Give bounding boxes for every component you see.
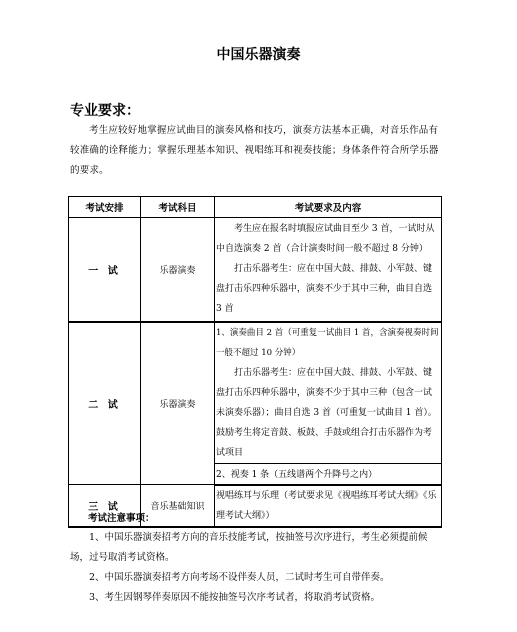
header-arrangement: 考试安排 xyxy=(69,197,141,218)
page-title: 中国乐器演奏 xyxy=(216,47,301,63)
round2-subject: 乐器演奏 xyxy=(141,322,215,485)
note-item: 1、中国乐器演奏招考方向的音乐技能考试，按抽签号次序进行，考生必须提前候场，过号取消考试资格。 xyxy=(70,532,428,563)
round2-arrangement: 二 试 xyxy=(69,322,141,485)
round1-subject: 乐器演奏 xyxy=(141,218,215,322)
round1-req-paragraph-2: 打击乐器考生：应在中国大鼓、排鼓、小军鼓、键盘打击乐四种乐器中，演奏不少于其中三种，曲目自选 3 首 xyxy=(216,264,433,315)
table-row-round2 xyxy=(69,322,442,464)
round3-req-text: 视唱练耳与乐理（考试要求见《视唱练耳考试大纲》《乐理考试大纲》） xyxy=(216,490,437,521)
round2-req-paragraph-1: 1、演奏曲目 2 首（可重复一试曲目 1 首，含演奏视奏时间一般不超过 10 分钟） xyxy=(216,327,439,358)
note-item: 3、考生因钢琴伴奏原因不能按抽签号次序考试者，将取消考试资格。 xyxy=(89,592,381,603)
header-requirements: 考试要求及内容 xyxy=(215,197,442,218)
round2-requirements xyxy=(215,322,442,464)
table-header-row xyxy=(69,197,442,218)
round1-arrangement: 一 试 xyxy=(69,218,141,322)
notes-list xyxy=(70,528,442,608)
round2-sight-reading: 2、视奏 1 条（五线谱两个升降号之内） xyxy=(215,463,442,485)
round3-subject: 音乐基础知识 xyxy=(141,485,215,527)
intro-paragraph: 考生应较好地掌握应试曲目的演奏风格和技巧，演奏方法基本正确，对音乐作品有较准确的诠释能力；掌握乐理基本知识、视唱练耳和视奏技能；身体条件符合所学乐器的要求。 xyxy=(70,125,439,176)
round2-req-paragraph-2: 打击乐器考生：应在中国大鼓、排鼓、小军鼓、键盘打击乐四种乐器中，演奏不少于其中三种（包含一试未演奏乐器）；曲目自选 3 首（可重复一试曲目 1 首）。 xyxy=(216,367,437,418)
notes-heading: 考试注意事项： xyxy=(88,513,155,524)
note-item: 2、中国乐器演奏招考方向考场不设伴奏人员，二试时考生可自带伴奏。 xyxy=(89,572,390,583)
round3-arrangement: 三 试 xyxy=(69,485,141,527)
exam-table xyxy=(68,196,442,528)
round1-req-paragraph-1: 考生应在报名时填报应试曲目至少 3 首，一试时从中自选演奏 2 首（合计演奏时间一般不超过 8 分钟） xyxy=(216,224,435,255)
round1-requirements xyxy=(215,218,442,322)
round3-requirements xyxy=(215,485,442,527)
section-heading: 专业要求： xyxy=(70,103,140,119)
header-subject: 考试科目 xyxy=(141,197,215,218)
round2-req-paragraph-3: 鼓励考生将定音鼓、板鼓、手鼓或组合打击乐器作为考试项目 xyxy=(216,427,433,458)
table-row-round1 xyxy=(69,218,442,322)
